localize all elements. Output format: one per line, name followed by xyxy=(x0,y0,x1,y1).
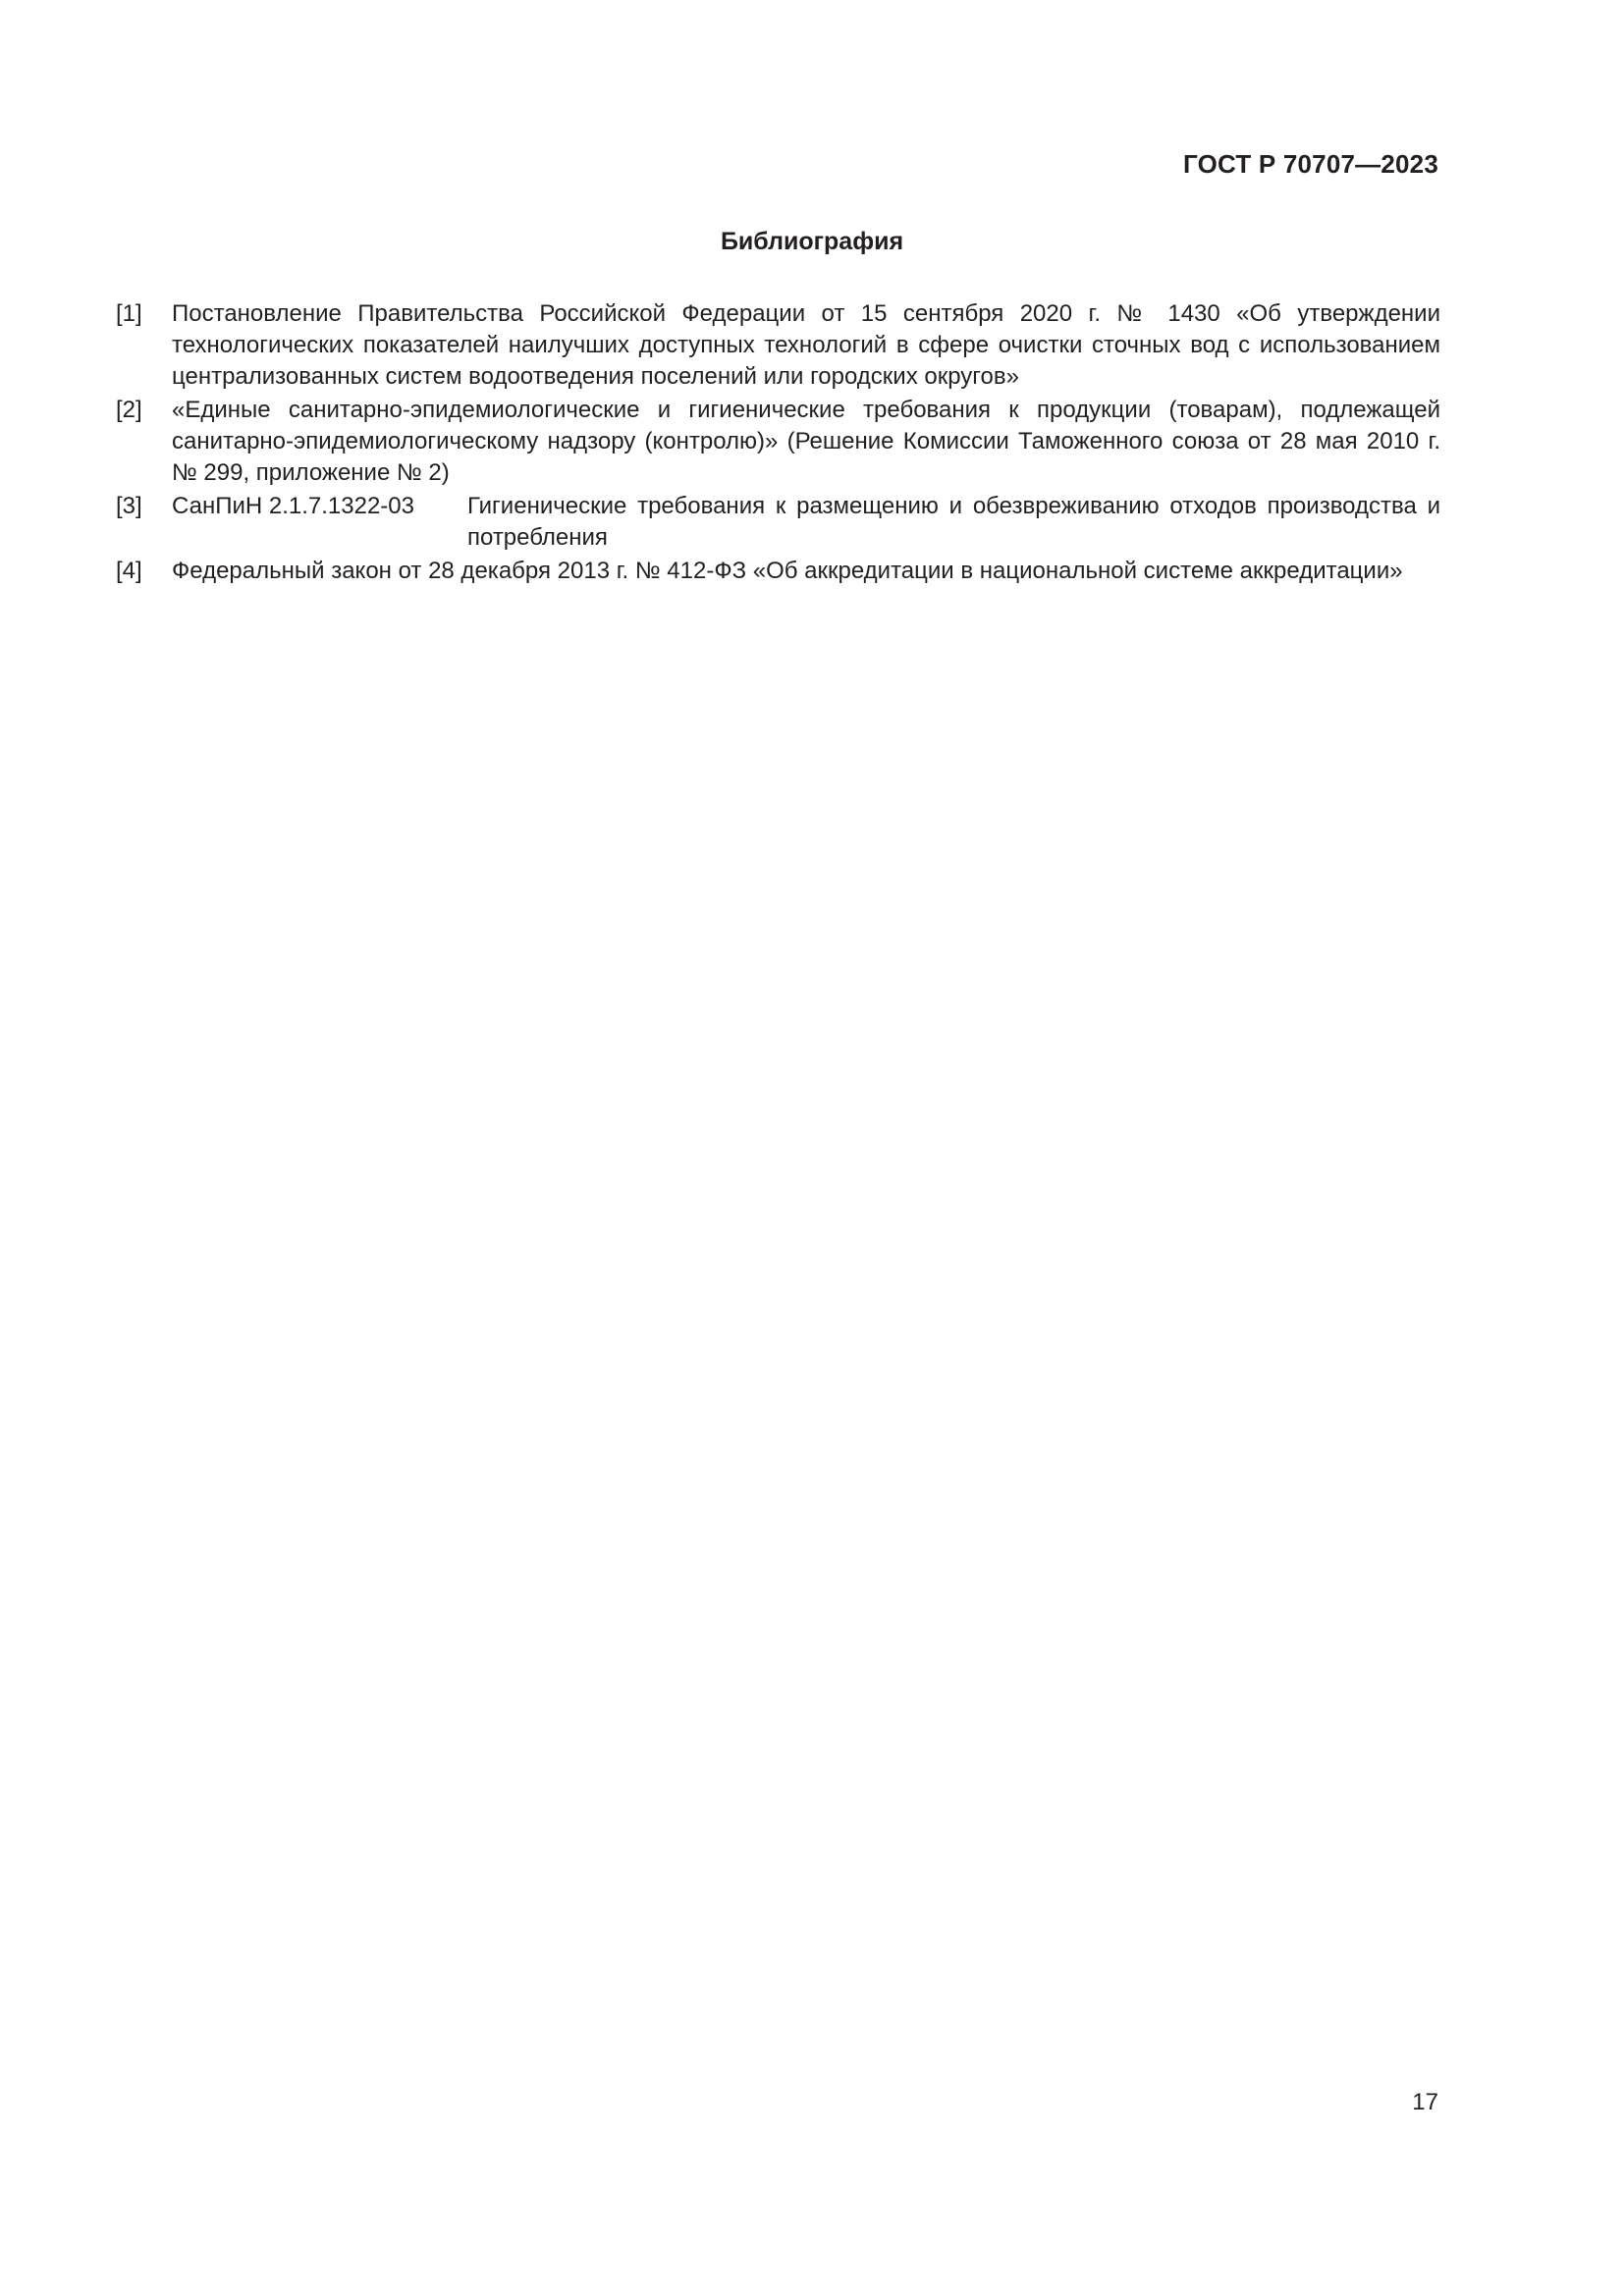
bibliography-entry-2 xyxy=(116,395,1440,489)
entry-text: Гигиенические требования к размещению и обезвреживанию отходов производства и потребления xyxy=(467,493,1440,551)
bibliography-entry-4 xyxy=(116,556,1440,587)
bibliography-heading: Библиография xyxy=(720,228,904,255)
entry-number: [3] xyxy=(116,493,142,519)
document-code: ГОСТ Р 70707—2023 xyxy=(1183,149,1438,179)
bibliography-list xyxy=(116,298,1440,589)
entry-number: [4] xyxy=(116,558,142,584)
bibliography-entry-1 xyxy=(116,298,1440,393)
page-number: 17 xyxy=(1412,2089,1438,2115)
entry-number: [2] xyxy=(116,397,142,423)
bibliography-entry-3 xyxy=(116,491,1440,554)
entry-text: «Единые санитарно-эпидемиологические и гигиенические требования к продукции (товарам), подлежащей санитарно-эпидемиологическому надзору (контролю)» (Решение Комиссии Таможенного союза от 28 мая 2010 г. № 299, приложение № 2) xyxy=(172,397,1440,486)
entry-text: Постановление Правительства Российской Федерации от 15 сентября 2020 г. № 1430 «Об утверждении технологических показателей наилучших доступных технологий в сфере очистки сточных вод с использованием централизованных систем водоотведения поселений или городских округов» xyxy=(172,300,1440,390)
entry-text: Федеральный закон от 28 декабря 2013 г. № 412-ФЗ «Об аккредитации в национальной системе аккредитации» xyxy=(172,558,1403,584)
entry-document-code: СанПиН 2.1.7.1322-03 xyxy=(172,493,414,519)
entry-number: [1] xyxy=(116,300,142,327)
